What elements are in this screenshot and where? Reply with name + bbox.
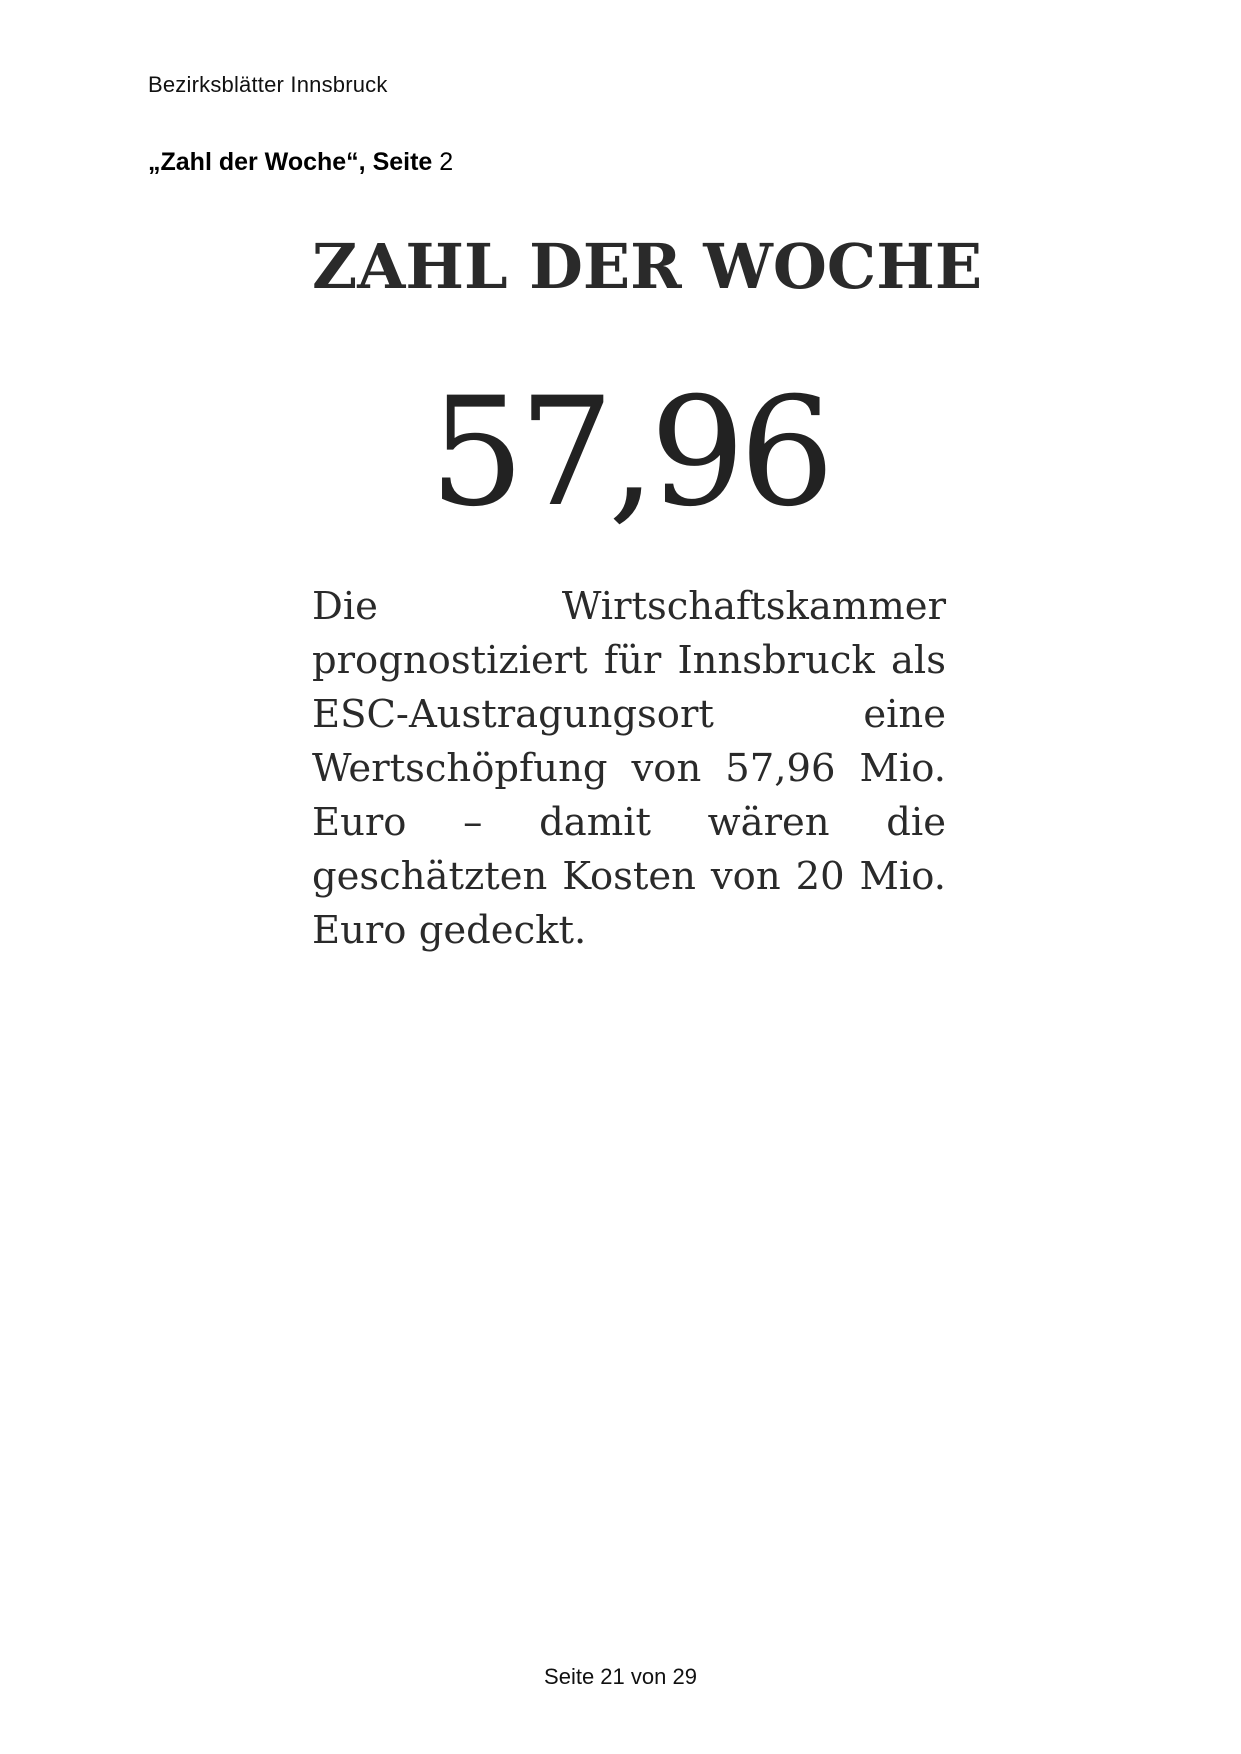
page-footer: Seite 21 von 29 xyxy=(544,1664,697,1689)
source-publication: Bezirksblätter Innsbruck xyxy=(148,72,388,97)
article-reference xyxy=(148,148,453,177)
clipping-heading: ZAHL DER WOCHE xyxy=(312,230,983,303)
article-title: „Zahl der Woche“, Seite xyxy=(148,148,433,176)
clipping-number: 57,96 xyxy=(429,366,829,540)
clipping-body-text: Die Wirtschaftskammer prognostiziert für Innsbruck als ESC-Austragungsort eine Wertschöpfung von 57,96 Mio. Euro – damit wären die geschätzten Kosten von 20 Mio. Euro gedeckt. xyxy=(312,584,946,953)
newspaper-clipping xyxy=(312,230,983,958)
article-page-number: 2 xyxy=(439,148,454,176)
